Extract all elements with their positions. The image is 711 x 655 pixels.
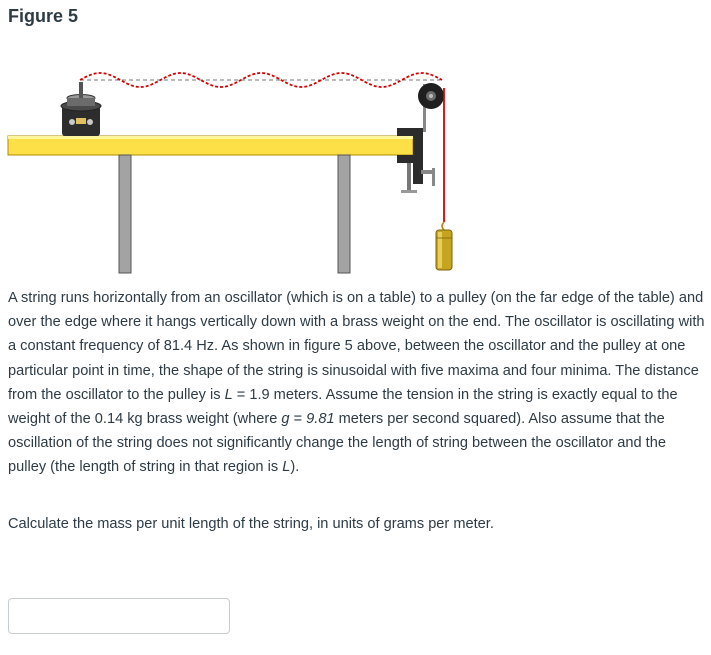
paragraph-segment: = [289,411,307,428]
problem-paragraph [8,286,706,480]
brass-weight-icon [436,230,452,270]
question-text: Calculate the mass per unit length of the string, in units of grams per meter. [8,516,494,532]
string-oscillator-figure [0,60,711,280]
italic-variable: L [224,386,233,403]
paragraph-segment: = 1.9 meters. Assume the tension in the string is exactly equal to the weight of the 0.14 kg brass weight (where [8,386,678,428]
figure-title: Figure 5 [8,6,79,26]
italic-variable: L [282,459,291,476]
italic-variable: g [281,411,290,428]
table-leg-right [338,155,350,273]
paragraph-segment: A string runs horizontally from an oscillator (which is on a table) to a pulley (on the far edge of the table) and over the edge where it hangs vertically down with a brass weight on the end. The oscillator is oscillating with a constant frequency of 81.4 Hz. As shown in figure 5 above, between the oscillator and the pulley at one particular point in time, the shape of the string is sinusoidal with five maxima and four minima. The distance from the oscillator to the pulley is [8,290,705,403]
paragraph-segment: ). [290,459,300,476]
oscillator-icon [61,82,101,136]
paragraph-segment: meters per second squared). Also assume that the oscillation of the string does not significantly change the length of string between the oscillator and the pulley (the length of string in that region is [8,411,666,476]
sinusoidal-string [80,73,442,87]
answer-input[interactable] [8,598,230,634]
pulley-icon [418,83,444,109]
italic-variable: 9.81 [306,411,335,428]
table-leg-left [119,155,131,273]
